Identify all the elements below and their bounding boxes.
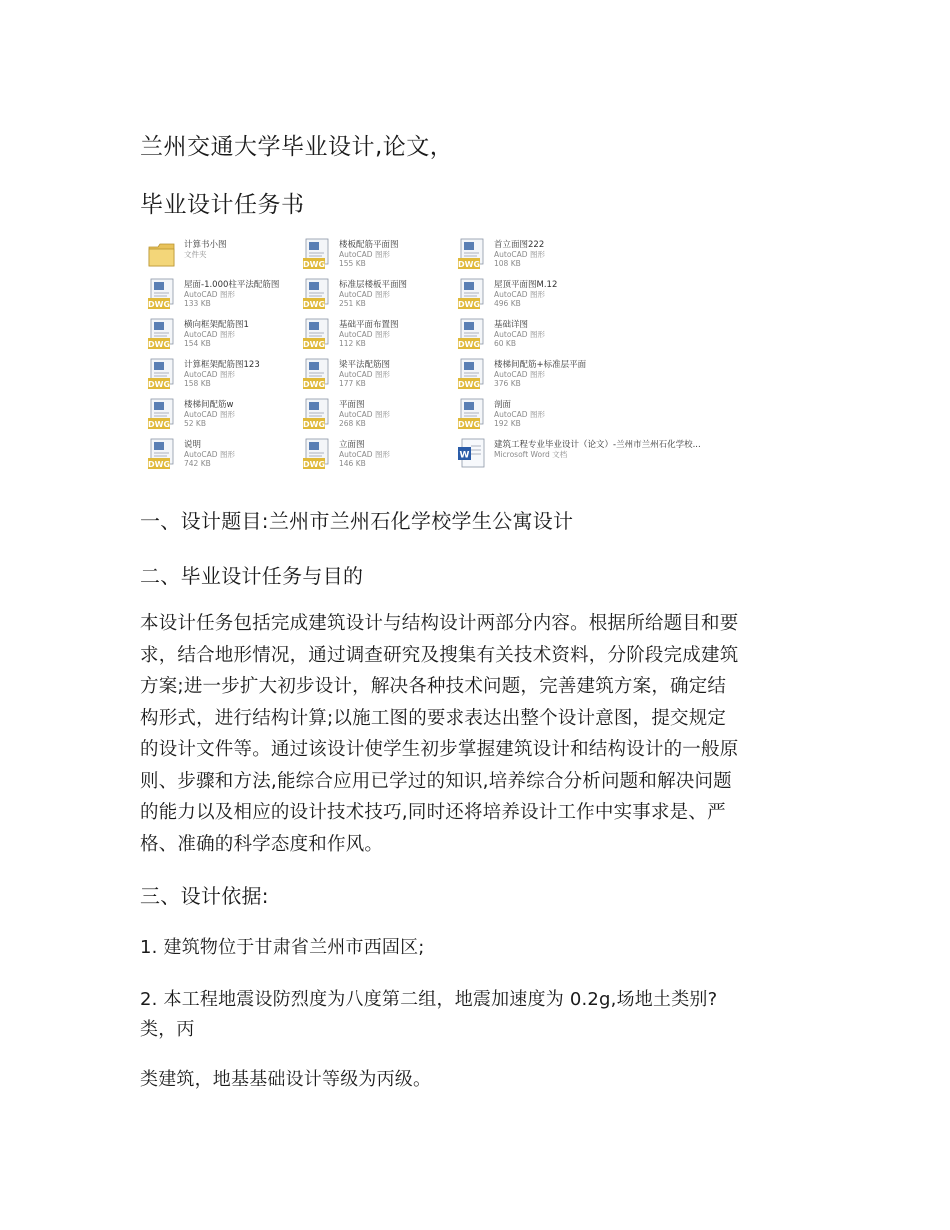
- file-item[interactable]: [145, 316, 295, 354]
- file-item[interactable]: [455, 356, 605, 394]
- file-type: AutoCAD 图形: [494, 370, 545, 379]
- svg-text:DWG: DWG: [457, 260, 481, 269]
- svg-text:DWG: DWG: [457, 300, 481, 309]
- file-item[interactable]: [300, 436, 450, 474]
- dwg-icon: [457, 238, 487, 270]
- file-size: 108 KB: [494, 259, 521, 268]
- paragraph-line: 本设计任务包括完成建筑设计与结构设计两部分内容。根据所给题目和要: [140, 613, 739, 634]
- svg-text:DWG: DWG: [302, 260, 326, 269]
- file-type: AutoCAD 图形: [339, 250, 390, 259]
- paragraph-line: 则、步骤和方法,能综合应用已学过的知识,培养综合分析问题和解决问题: [140, 770, 732, 792]
- file-name: 立面图: [339, 440, 365, 450]
- file-size: 177 KB: [339, 379, 366, 388]
- svg-text:DWG: DWG: [457, 420, 481, 429]
- task-paragraph: [140, 608, 820, 860]
- file-type: AutoCAD 图形: [339, 370, 390, 379]
- svg-text:DWG: DWG: [147, 340, 171, 349]
- file-size: 158 KB: [184, 379, 211, 388]
- file-name: 楼梯间配筋+标准层平面: [494, 360, 587, 370]
- file-name: 屋面-1.000柱平法配筋图: [184, 280, 280, 290]
- paragraph-line: 方案;进一步扩大初步设计，解决各种技术问题，完善建筑方案，确定结: [140, 676, 727, 697]
- file-name: 基础平面布置图: [339, 320, 399, 330]
- basis-item-3: 类建筑，地基基础设计等级为丙级。: [140, 1069, 432, 1090]
- file-name: 楼梯间配筋w: [184, 400, 234, 410]
- file-type: AutoCAD 图形: [184, 410, 235, 419]
- file-type: AutoCAD 图形: [184, 290, 235, 299]
- file-item[interactable]: [300, 356, 450, 394]
- dwg-icon: [147, 278, 177, 310]
- file-size: 112 KB: [339, 339, 366, 348]
- file-listing-image: [145, 232, 701, 474]
- file-item[interactable]: [455, 276, 605, 314]
- file-size: 154 KB: [184, 339, 211, 348]
- file-type: AutoCAD 图形: [184, 450, 235, 459]
- dwg-icon: [302, 238, 332, 270]
- folder-icon: [147, 238, 177, 270]
- basis-item-2-line1: 2. 本工程地震设防烈度为八度第二组，地震加速度为 0.2g,场地土类别?: [140, 989, 718, 1010]
- file-item[interactable]: [300, 396, 450, 434]
- dwg-icon: [302, 358, 332, 390]
- file-name: 基础详图: [494, 320, 529, 330]
- file-name: 建筑工程专业毕业设计（论文）-兰州市兰州石化学校...: [494, 440, 701, 450]
- file-name: 横向框架配筋图1: [184, 320, 249, 330]
- file-item[interactable]: [145, 436, 295, 474]
- file-type: AutoCAD 图形: [494, 250, 545, 259]
- dwg-icon: [302, 278, 332, 310]
- file-size: 155 KB: [339, 259, 366, 268]
- file-type: 文件夹: [184, 250, 207, 259]
- dwg-icon: [302, 398, 332, 430]
- svg-text:DWG: DWG: [302, 340, 326, 349]
- document-subtitle: 毕业设计任务书: [140, 192, 305, 218]
- file-name: 屋顶平面图M.12: [494, 280, 558, 290]
- svg-text:W: W: [459, 450, 470, 461]
- svg-text:DWG: DWG: [457, 380, 481, 389]
- dwg-icon: [147, 358, 177, 390]
- dwg-icon: [147, 438, 177, 470]
- file-size: 268 KB: [339, 419, 366, 428]
- file-size: 60 KB: [494, 339, 516, 348]
- svg-text:DWG: DWG: [302, 420, 326, 429]
- file-type: AutoCAD 图形: [339, 330, 390, 339]
- file-name: 平面图: [339, 400, 365, 410]
- basis-item-2-line2: 类，丙: [140, 1019, 195, 1040]
- file-size: 52 KB: [184, 419, 206, 428]
- dwg-icon: [147, 318, 177, 350]
- svg-text:DWG: DWG: [147, 380, 171, 389]
- paragraph-line: 构形式，进行结构计算;以施工图的要求表达出整个设计意图，提交规定: [140, 707, 727, 729]
- word-doc-icon: [457, 438, 487, 470]
- svg-text:DWG: DWG: [147, 300, 171, 309]
- dwg-icon: [457, 358, 487, 390]
- document-title: 兰州交通大学毕业设计,论文，: [140, 134, 454, 160]
- file-size: 133 KB: [184, 299, 211, 308]
- file-type: AutoCAD 图形: [339, 290, 390, 299]
- file-type: AutoCAD 图形: [494, 290, 545, 299]
- file-type: AutoCAD 图形: [494, 410, 545, 419]
- svg-text:DWG: DWG: [457, 340, 481, 349]
- svg-text:DWG: DWG: [302, 380, 326, 389]
- file-item[interactable]: [455, 236, 605, 274]
- file-item[interactable]: [145, 276, 295, 314]
- file-item[interactable]: [300, 276, 450, 314]
- file-type: AutoCAD 图形: [184, 370, 235, 379]
- file-item[interactable]: [300, 236, 450, 274]
- paragraph-line: 的设计文件等。通过该设计使学生初步掌握建筑设计和结构设计的一般原: [140, 739, 739, 760]
- file-size: 376 KB: [494, 379, 521, 388]
- dwg-icon: [302, 438, 332, 470]
- paragraph-line: 格、准确的科学态度和作风。: [140, 833, 384, 855]
- file-name: 梁平法配筋图: [339, 360, 391, 370]
- section-heading-design-topic: 一、设计题目:兰州市兰州石化学校学生公寓设计: [140, 509, 574, 533]
- file-type: AutoCAD 图形: [339, 410, 390, 419]
- dwg-icon: [457, 318, 487, 350]
- paragraph-line: 求，结合地形情况，通过调查研究及搜集有关技术资料，分阶段完成建筑: [140, 644, 739, 666]
- file-name: 剖面: [494, 400, 512, 410]
- section-heading-design-basis: 三、设计依据:: [140, 884, 269, 908]
- file-type: AutoCAD 图形: [339, 450, 390, 459]
- svg-text:DWG: DWG: [302, 460, 326, 469]
- file-item[interactable]: [145, 396, 295, 434]
- file-size: 146 KB: [339, 459, 366, 468]
- file-item[interactable]: [145, 356, 295, 394]
- file-type: AutoCAD 图形: [184, 330, 235, 339]
- file-name: 标准层楼板平面图: [339, 280, 408, 290]
- dwg-icon: [302, 318, 332, 350]
- file-size: 251 KB: [339, 299, 366, 308]
- file-name: 计算书小图: [184, 240, 227, 250]
- svg-text:DWG: DWG: [302, 300, 326, 309]
- file-item[interactable]: [455, 396, 605, 434]
- file-item[interactable]: [455, 316, 605, 354]
- file-item[interactable]: [300, 316, 450, 354]
- file-size: 496 KB: [494, 299, 521, 308]
- basis-item-1: 1. 建筑物位于甘肃省兰州市西固区;: [140, 937, 425, 958]
- file-name: 楼板配筋平面图: [339, 240, 399, 250]
- dwg-icon: [147, 398, 177, 430]
- file-size: 742 KB: [184, 459, 211, 468]
- file-type: Microsoft Word 文档: [494, 450, 568, 459]
- paragraph-line: 的能力以及相应的设计技术技巧,同时还将培养设计工作中实事求是、严: [140, 802, 726, 823]
- file-name: 计算框架配筋图123: [184, 360, 260, 370]
- file-item[interactable]: [145, 236, 295, 274]
- svg-text:DWG: DWG: [147, 420, 171, 429]
- file-size: 192 KB: [494, 419, 521, 428]
- file-name: 说明: [184, 440, 202, 450]
- dwg-icon: [457, 398, 487, 430]
- svg-text:DWG: DWG: [147, 460, 171, 469]
- file-item[interactable]: [455, 436, 701, 474]
- dwg-icon: [457, 278, 487, 310]
- file-name: 首立面图222: [494, 240, 545, 250]
- section-heading-task-purpose: 二、毕业设计任务与目的: [140, 564, 364, 588]
- file-type: AutoCAD 图形: [494, 330, 545, 339]
